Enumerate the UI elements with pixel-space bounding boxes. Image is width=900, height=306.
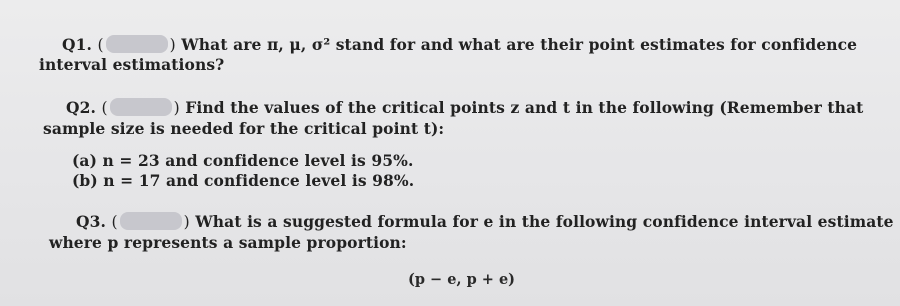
- question-1-line-2: interval estimations?: [39, 55, 225, 74]
- question-1-text: What are π, μ, σ² stand for and what are their point estimates for confidence: [181, 35, 858, 54]
- redacted-marks: [110, 98, 172, 116]
- question-2-line-2: sample size is needed for the critical point t):: [43, 119, 445, 138]
- question-1-line-1: Q1. ( ) What are π, μ, σ² stand for and what are their point estimates for confidence: [62, 35, 858, 54]
- question-1-label: Q1.: [62, 35, 92, 54]
- question-2-item-b: (b) n = 17 and confidence level is 98%.: [72, 171, 415, 190]
- confidence-interval-formula: (p − e, p + e): [408, 271, 516, 288]
- question-2-item-a: (a) n = 23 and confidence level is 95%.: [72, 151, 414, 170]
- question-3-label: Q3.: [76, 212, 106, 231]
- question-2-label: Q2.: [66, 98, 96, 117]
- question-3-text: What is a suggested formula for e in the following confidence interval estimate: [195, 212, 894, 231]
- redacted-marks: [120, 212, 182, 230]
- question-2-text: Find the values of the critical points z and t in the following (Remember that: [185, 98, 864, 117]
- question-3-line-2: where p represents a sample proportion:: [49, 233, 407, 252]
- question-2-line-1: Q2. ( ) Find the values of the critical points z and t in the following (Remember that: [66, 98, 864, 117]
- question-3-line-1: Q3. ( ) What is a suggested formula for e in the following confidence interval estimate: [76, 212, 894, 231]
- redacted-marks: [106, 35, 168, 53]
